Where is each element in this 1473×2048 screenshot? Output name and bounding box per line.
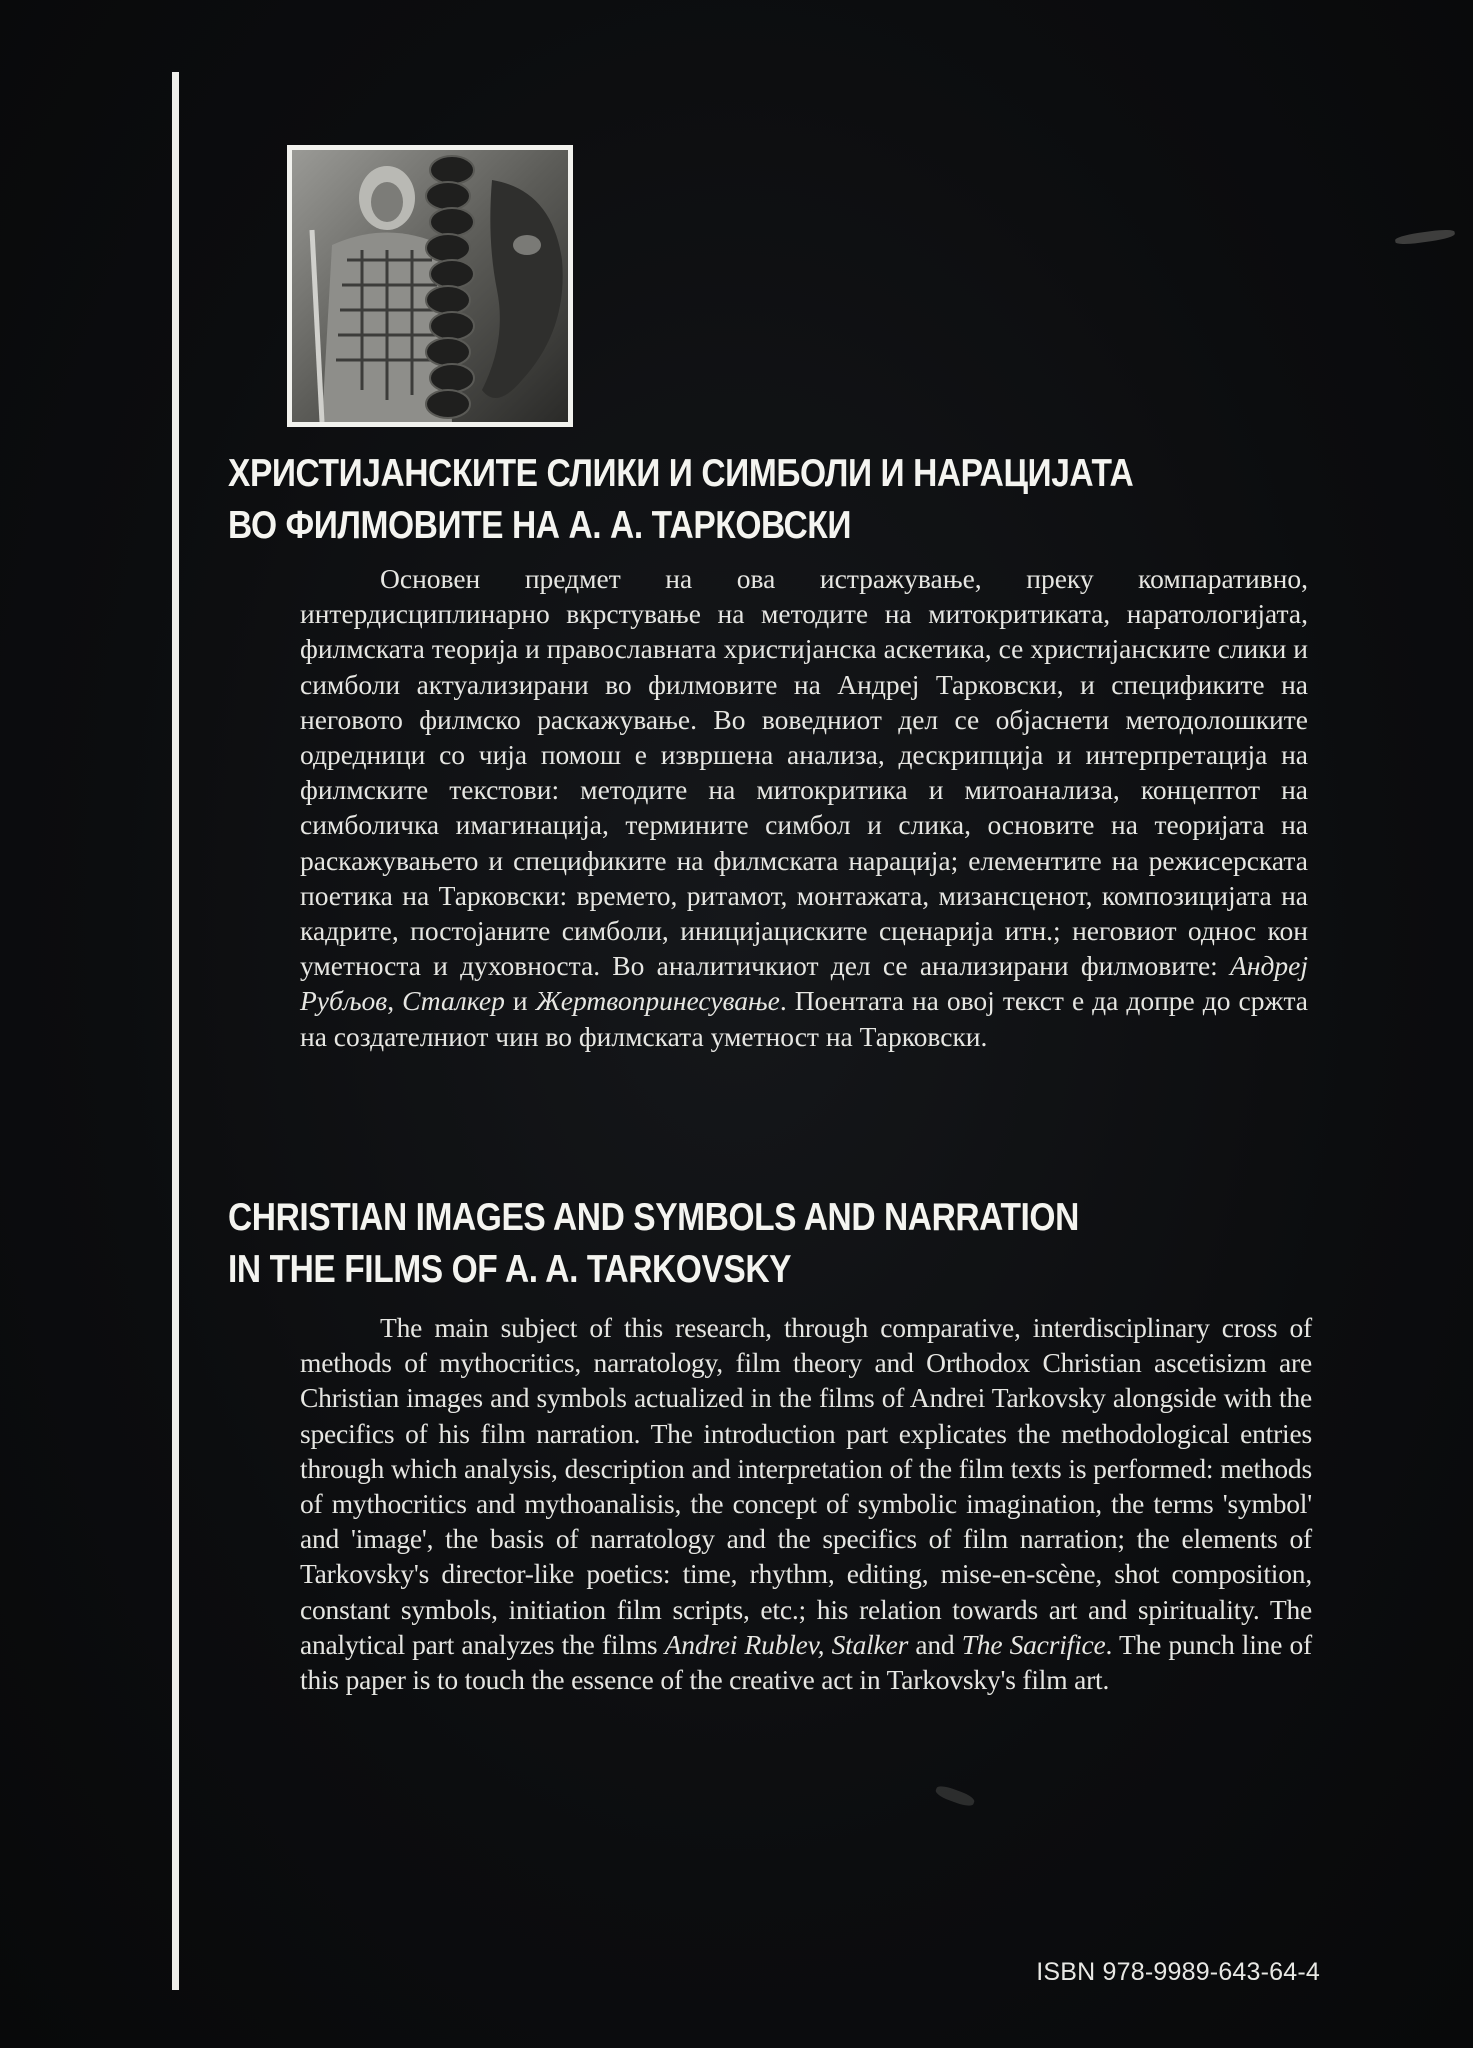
macedonian-separator-1: , [387,985,403,1017]
english-title [228,1192,1079,1296]
english-abstract-text-1: The main subject of this research, through comparative, interdisciplinary cross of methods of mythocritics, narratology, film theory and Orthodox Christian ascetisizm are Christian images and symbols actualized in the films of Andrei Tarkovsky alongside with the specifics of his film narration. The introduction part explicates the methodological entries through which analysis, description and interpretation of the film texts is performed: methods of mythocritics and mythoanalisis, the concept of symbolic imagination, the terms 'symbol' and 'image', the basis of narratology and the specifics of film narration; the elements of Tarkovsky's director-like poetics: time, rhythm, editing, mise-en-scène, shot composition, constant symbols, initiation film scripts, etc.; his relation towards art and spirituality. The analytical part analyzes the films [300,1312,1312,1660]
english-film-2: Stalker [831,1628,909,1660]
macedonian-title [228,448,1133,552]
english-title-line-2: IN THE FILMS OF A. A. TARKOVSKY [228,1248,792,1291]
english-separator-2: and [908,1628,962,1660]
english-film-1: Andrei Rublev, [664,1628,825,1660]
macedonian-title-line-2: ВО ФИЛМОВИТЕ НА А. А. ТАРКОВСКИ [228,504,852,547]
fresco-image-icon [292,150,568,422]
english-title-line-1: CHRISTIAN IMAGES AND SYMBOLS AND NARRATION [228,1196,1079,1239]
macedonian-abstract [300,561,1308,1054]
macedonian-film-1: Андреј Рубљов [300,950,1308,1017]
english-abstract-text-2: . The punch line of this paper is to touch the essence of the creative act in Tarkovsky's film art. [300,1628,1312,1696]
vertical-rule [172,72,179,1990]
macedonian-separator-2: и [504,985,536,1017]
macedonian-abstract-text-2: . Поентата на овој текст е да допре до сржта на создателниот чин во филмската уметност на Тарковски. [300,985,1309,1052]
cover-photo [287,145,573,427]
english-film-3: The Sacrifice [961,1628,1106,1660]
macedonian-title-line-1: ХРИСТИЈАНСКИТЕ СЛИКИ И СИМБОЛИ И НАРАЦИЈАТА [228,452,1134,495]
macedonian-film-2: Сталкер [402,985,505,1017]
macedonian-abstract-text-1: Основен предмет на ова истражување, преку компаративно, интердисциплинарно вкрстување на методите на митокритиката, наратологијата, филмската теорија и православната христијанска аскетика, се христијанските слики и симболи актуализирани во филмовите на Андреј Тарковски, и спецификите на неговото филмско раскажување. Во воведниот дел се објаснети методолошките одредници со чија помош е извршена анализа, дескрипција и интерпретација на филмските текстови: методите на митокритика и митоанализа, концептот на симболичка имагинација, термините симбол и слика, основите на теоријата на раскажувањето и спецификите на филмската нарација; елементите на режисерската поетика на Тарковски: времето, ритамот, монтажата, мизансценот, композицијата на кадрите, постојаните симболи, иницијациските сценарија итн.; неговиот однос кон уметноста и духовноста. Во аналитичкиот дел се анализирани филмовите: [300,563,1308,982]
english-separator-1 [824,1629,831,1660]
isbn-label: ISBN 978-9989-643-64-4 [1036,1958,1320,1986]
macedonian-film-3: Жертвопринесување [535,985,780,1017]
english-abstract [300,1310,1312,1697]
